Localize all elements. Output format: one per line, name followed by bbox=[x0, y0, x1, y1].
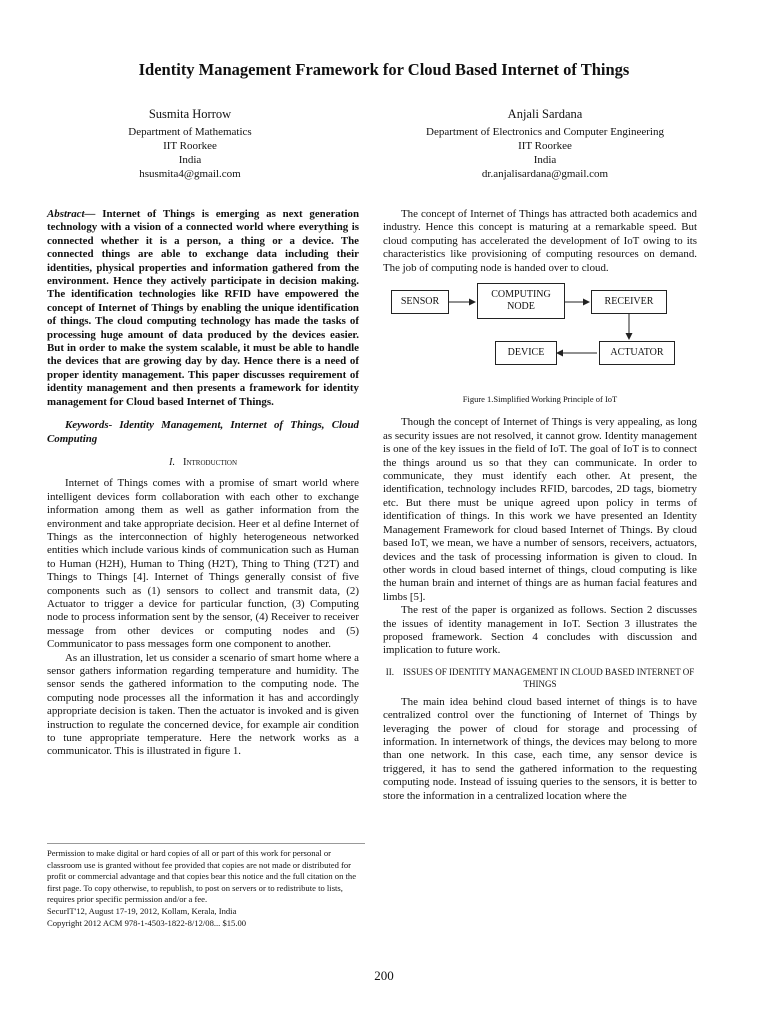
author-email: dr.anjalisardana@gmail.com bbox=[481, 168, 609, 180]
author-dept: Department of Electronics and Computer Engineering bbox=[426, 126, 664, 138]
sensor-box: SENSOR bbox=[391, 290, 449, 314]
keywords: Keywords- Identity Management, Internet of Things, Cloud Computing bbox=[47, 419, 359, 445]
figure-caption: Figure 1.Simplified Working Principle of IoT bbox=[462, 394, 618, 405]
abstract-text: Internet of Things is emerging as next generation technology with a vision of a connected world where everything is connected whether it is a person, a thing or a device. The connected things are able to exchange data including their identities, physical properties and information gathered from the environment. Hence they actively participate in decision making. The identification technologies like RFID have empowered the concept of Internet of Things by enabling the unique identification of things. The cloud computing technology has made the tasks of processing huge amount of data produced by the devices easier. But in order to make the system scalable, it must be able to handle the devices that are growing day by day. Hence there is a need of proper identity management. This paper discusses requirement of identity management and then presents a framework for identity management for Cloud based Internet of Things. bbox=[47, 208, 359, 408]
device-box: DEVICE bbox=[495, 341, 557, 365]
actuator-box: ACTUATOR bbox=[599, 341, 675, 365]
paragraph: The concept of Internet of Things has attracted both academics and industry. Hence this concept is maturing at a remarkable speed. But cloud computing has accelerated the development of IoT owing to its characteristics like provisioning of computing resources on demand. The job of computing node is handed over to cloud. bbox=[383, 208, 697, 274]
copyright-footnote bbox=[47, 843, 365, 929]
section-number: I. bbox=[168, 456, 176, 468]
conference-info: SecurIT'12, August 17-19, 2012, Kollam, Kerala, India bbox=[47, 905, 237, 916]
computing-node-box: COMPUTING NODE bbox=[477, 283, 565, 319]
author-block-1 bbox=[40, 107, 340, 181]
page-number: 200 bbox=[374, 968, 394, 983]
paragraph: As an illustration, let us consider a scenario of smart home where a sensor gathers information regarding temperature and humidity. The sensor sends the gathered information to the computing node. The computing node processes all the information it has and accordingly appropriate decision is taken. Then the actuator is invoked and is given instruction to regulate the concerned device, for example air condition to tune appropriate temperature. Here the network works as a communicator. This is illustrated in figure 1. bbox=[47, 651, 359, 758]
right-column bbox=[383, 208, 697, 803]
paragraph: The rest of the paper is organized as follows. Section 2 discusses the issues of identity management in IoT. Section 3 illustrates the proposed framework. Section 4 concludes with discussion and implication to future work. bbox=[383, 604, 697, 657]
author-email: hsusmita4@gmail.com bbox=[139, 168, 241, 180]
paragraph: Internet of Things comes with a promise of smart world where intelligent devices form collaboration with each other to exchange information among them as well as gather information from the environment and take appropriate decision. Heer et al define Internet of Things as the interconnection of highly heterogeneous networked entities which include various kinds of communication such as Human to Human (H2H), Human to Thing (H2T), Thing to Thing (T2T) and Things to Things [4]. Internet of Things generally consist of five components such as (1) sensors to collect and transmit data, (2) Actuator to trigger a device for particular function, (3) Computing node to process information sent by the sensor, (4) Receiver to receiver message from other devices or computing nodes and (5) Communicator to pass messages form one component to another. bbox=[47, 477, 359, 651]
copyright-line: Copyright 2012 ACM 978-1-4503-1822-8/12/08... $15.00 bbox=[47, 917, 247, 928]
section-title: ISSUES OF IDENTITY MANAGEMENT IN CLOUD BASED INTERNET OF THINGS bbox=[402, 666, 695, 689]
section-heading-2 bbox=[383, 666, 697, 690]
permission-notice: Permission to make digital or hard copies of all or part of this work for personal or classroom use is granted without fee provided that copies are not made or distributed for profit or commercial advantage and that copies bear this notice and the full citation on the first page. To copy otherwise, to republish, to post on servers or to redistribute to lists, requires prior specific permission and/or a fee. bbox=[47, 848, 357, 905]
figure-1-diagram bbox=[383, 287, 701, 389]
paper-title: Identity Management Framework for Cloud Based Internet of Things bbox=[138, 60, 630, 79]
author-inst: IIT Roorkee bbox=[163, 140, 217, 152]
abstract bbox=[47, 208, 359, 409]
section-title: Introduction bbox=[182, 456, 238, 468]
author-country: India bbox=[178, 154, 202, 166]
author-inst: IIT Roorkee bbox=[518, 140, 572, 152]
receiver-box: RECEIVER bbox=[591, 290, 667, 314]
paragraph: The main idea behind cloud based internet of things is to have centralized control over the functioning of Internet of Things by leveraging the power of cloud for storage and processing of information. In internetwork of things, the devices may belong to more than one network. In this case, each time, any sensor device is triggered, it has to send the gathered information to the requesting computing node. Instead of issuing queries to the sensors, it is better to store the information in a centralized location where the bbox=[383, 695, 697, 802]
author-name: Susmita Horrow bbox=[148, 107, 232, 121]
paragraph: Though the concept of Internet of Things is very appealing, as long as security issues are not resolved, it cannot grow. Identity management is one of the key issues in the field of IoT. The goal of IoT is to connect the things around us so that they can communicate. In order to communicate, they must identify each other. At present, the identification, technology includes RFID, barcodes, 2D tags, biometry etc. But there must be unique agreed upon policy in terms of identification of things. In this work we have presented an Identity Management Framework for cloud based Internet of Things. By cloud based IoT, we mean, we have a number of sensors, receivers, actuators, devices and the task of processing information is given to cloud. In other words in cloud based internet of things, cloud computing is like the human brain and internet of things are as human facial features and limbs [5]. bbox=[383, 416, 697, 603]
abstract-label: Abstract— bbox=[47, 208, 96, 220]
section-heading-1 bbox=[47, 456, 359, 469]
author-dept: Department of Mathematics bbox=[128, 126, 252, 138]
section-number: II. bbox=[385, 666, 394, 677]
author-block-2 bbox=[370, 107, 720, 181]
author-country: India bbox=[533, 154, 557, 166]
left-column bbox=[47, 208, 359, 759]
author-name: Anjali Sardana bbox=[507, 107, 583, 121]
